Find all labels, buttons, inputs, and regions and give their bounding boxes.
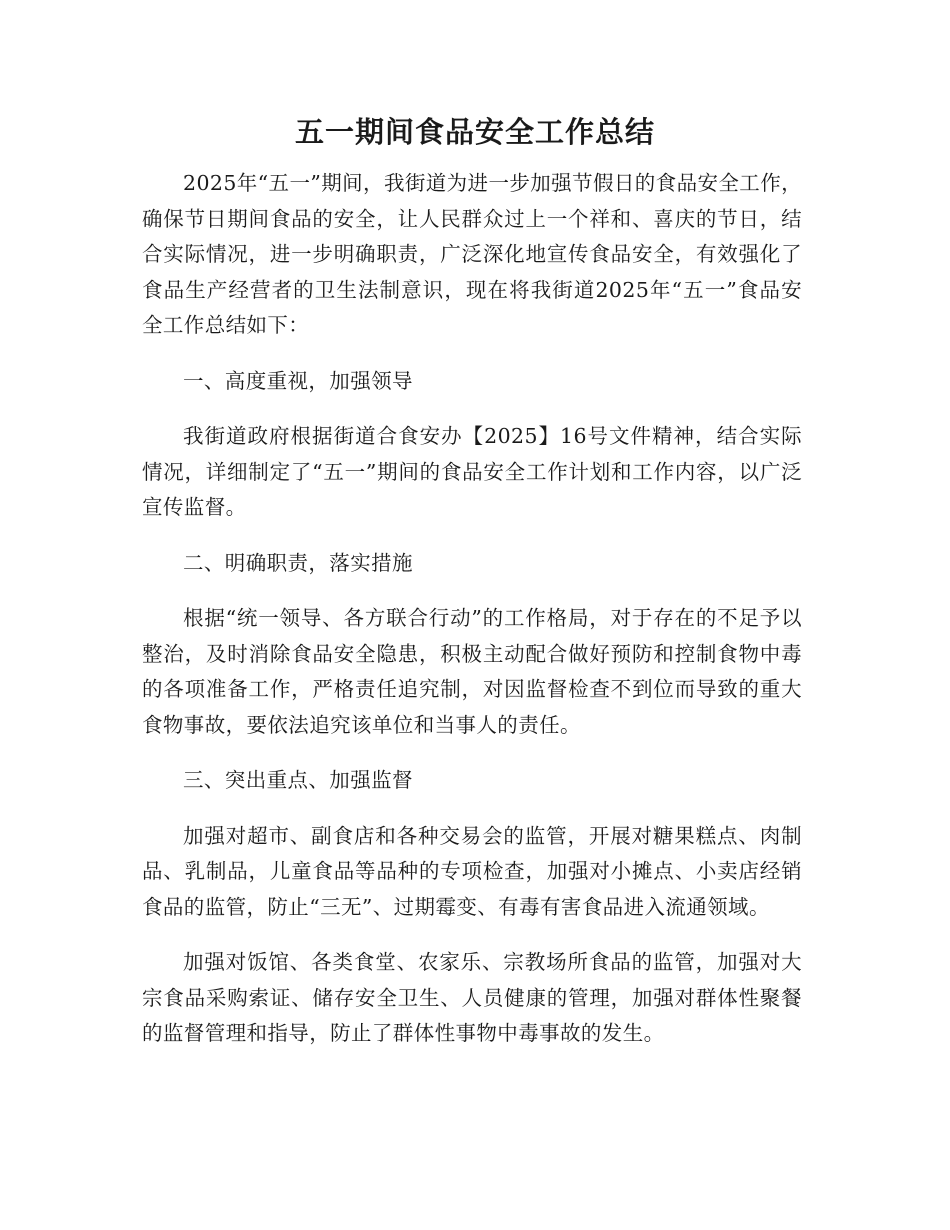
section-3-heading: 三、突出重点、加强监督 (183, 768, 413, 792)
section-1-paragraph: 我街道政府根据街道合食安办【2025】16号文件精神，结合实际情况，详细制定了“五一”期间的食品安全工作计划和工作内容，以广泛宣传监督。 (142, 424, 802, 519)
section-2-heading: 二、明确职责，落实措施 (183, 550, 413, 575)
document-title: 五一期间食品安全工作总结 (294, 115, 655, 149)
intro-paragraph: 2025年“五一”期间，我街道为进一步加强节假日的食品安全工作，确保节日期间食品的安全，让人民群众过上一个祥和、喜庆的节日，结合实际情况，进一步明确职责，广泛深化地宣传食品安全，有效强化了食品生产经营者的卫生法制意识，现在将我街道2025年“五一”食品安全工作总结如下： (142, 171, 802, 337)
document-body (142, 166, 802, 1052)
section-3-paragraph-2: 加强对饭馆、各类食堂、农家乐、宗教场所食品的监管，加强对大宗食品采购索证、储存安全卫生、人员健康的管理，加强对群体性聚餐的监督管理和指导，防止了群体性事物中毒事故的发生。 (142, 950, 802, 1045)
section-3-paragraph-1: 加强对超市、副食店和各种交易会的监管，开展对糖果糕点、肉制品、乳制品，儿童食品等品种的专项检查，加强对小摊点、小卖店经销食品的监管，防止“三无”、过期霉变、有毒有害食品进入流通领域。 (142, 823, 802, 919)
section-2-paragraph: 根据“统一领导、各方联合行动”的工作格局，对于存在的不足予以整治，及时消除食品安全隐患，积极主动配合做好预防和控制食物中毒的各项准备工作，严格责任追究制，对因监督检查不到位而导致的重大食物事故，要依法追究该单位和当事人的责任。 (142, 606, 802, 737)
section-1-heading: 一、高度重视，加强领导 (183, 368, 413, 393)
